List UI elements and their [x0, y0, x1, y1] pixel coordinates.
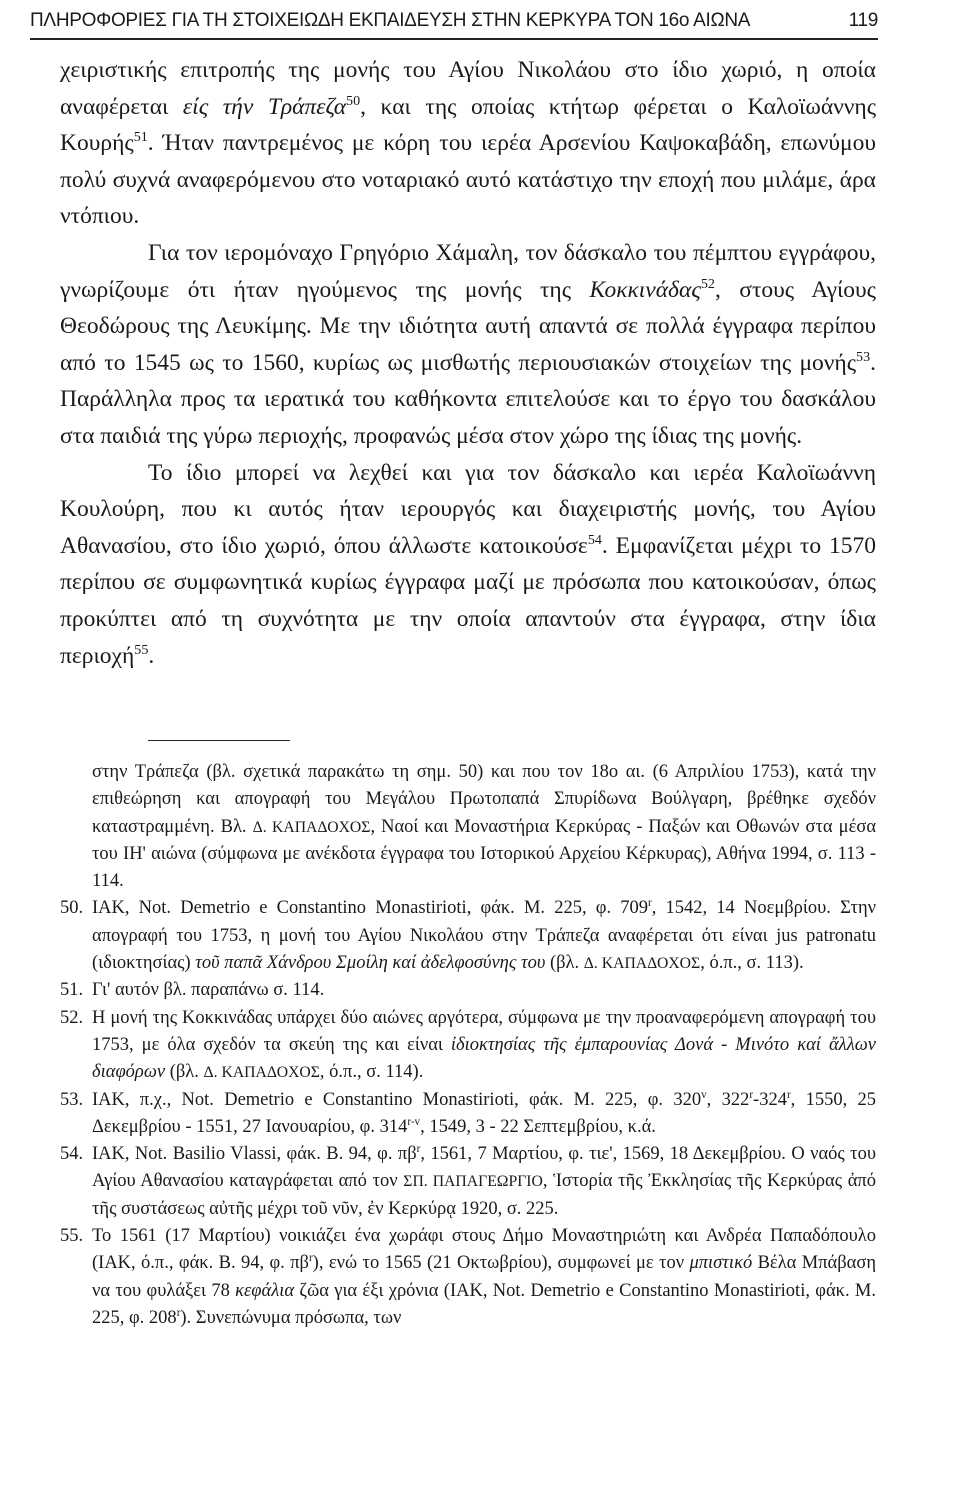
footnote-text [92, 1005, 876, 1087]
text-run: ΙΑΚ, Not. Demetrio e Constantino Monastirioti, φάκ. Μ. 225, φ. 709 [92, 898, 648, 919]
author-name: Δ. ΚΑΠΑΔΟΧΟΣ [583, 955, 701, 973]
main-text [60, 52, 876, 674]
footnote-50 [60, 895, 876, 977]
footnote-52 [60, 1005, 876, 1087]
italic-run: τοῦ παπᾶ Χάνδρου Σμοίλη καί ἀδελφοσύνης του [195, 953, 546, 974]
footnote-number: 53. [60, 1089, 84, 1110]
text-run: (βλ. [545, 953, 584, 974]
text-run: , Ἱστορία τῆς Ἐκκλησίας τῆς Κερκύρας ἀπό τῆς συστάσεως αὐτῆς μέχρι τοῦ νῦν, ἐν Κερκύρᾳ 1920, σ. 225. [92, 1171, 877, 1219]
italic-run: ἰδιοκτησίας τῆς ἐμπαρουνίας Δονά - Μινότο καί ἄλλων διαφόρων [92, 1034, 876, 1083]
author-name: ΣΠ. ΠΑΠΑΓΕΩΡΓΙΟ [403, 1173, 543, 1191]
footnote-number: 54. [60, 1144, 84, 1165]
footnote-51 [60, 977, 876, 1004]
text-run: , ό.π., σ. 114). [319, 1062, 424, 1083]
footnote-54 [60, 1141, 876, 1223]
superscript: r [648, 897, 652, 910]
footnote-number: 55. [60, 1226, 84, 1247]
text-run: , 1561, 7 Μαρτίου, φ. τιε', 1569, 18 Δεκεμβρίου. Ο ναός του Αγίου Αθανασίου καταγράφεται από τον [92, 1144, 876, 1192]
text-run: (βλ. [165, 1062, 204, 1083]
text-run: . Παράλληλα προς τα ιερατικά του καθήκοντα επιτελούσε και το έργο του δασκάλου στα παιδιά της γύρω περιοχής, προφανώς μέσα στον χώρο της ίδιας της μονής. [60, 349, 876, 449]
footnote-ref-53[interactable]: 53 [856, 348, 871, 365]
text-run: Για τον ιερομόναχο Γρηγόριο Χάμαλη, τον δάσκαλο του πέμπτου εγγράφου, γνωρίζουμε ότι ήταν ηγούμενος της μονής της [60, 239, 876, 303]
footnote-number: 52. [60, 1007, 84, 1028]
text-run: , Ναοί και Μοναστήρια Κερκύρας - Παξών και Οθωνών στα μέσα του ΙΗ' αιώνα (σύμφωνα με ανέκδοτα έγγραφα του Ιστορικού Αρχείου Κέρκυρας), Αθήνα 1994, σ. 113 - 114. [92, 816, 877, 892]
footnote-text [92, 1087, 876, 1142]
text-run: ). Συνεπώνυμα πρόσωπα, των [180, 1307, 402, 1328]
footnotes [60, 759, 876, 1332]
text-run: Η μονή της Κοκκινάδας υπάρχει δύο αιώνες αργότερα, σύμφωνα με την προαναφερόμενη απογραφή του 1753, με όλα σχεδόν τα σκεύη της και είναι [92, 1007, 876, 1055]
superscript: r [749, 1088, 754, 1101]
text-run: , 1549, 3 - 22 Σεπτεμβρίου, κ.ά. [420, 1116, 656, 1137]
footnote-text [92, 1141, 876, 1223]
author-name: Δ. ΚΑΠΑΔΟΧΟΣ [203, 1064, 320, 1082]
text-run: Το 1561 (17 Μαρτίου) νοικιάζει ένα χωράφι στους Δήμο Μοναστηριώτη και Ανδρέα Παπαδόπουλο (ΙΑΚ, ό.π., φάκ. Β. 94, φ. πβ [92, 1226, 876, 1274]
footnote-ref-54[interactable]: 54 [587, 531, 602, 548]
footnote-number: 50. [60, 898, 84, 919]
text-run: , 1542, 14 Νοεμβρίου. Στην απογραφή του 1753, η μονή του Αγίου Νικολάου στην Τράπεζα αναφέρεται ότι είναι jus patronatu (ιδιοκτησίας) [92, 898, 876, 974]
footnote-text [92, 895, 876, 977]
superscript: r [176, 1306, 181, 1319]
text-run: Βέλα Μπάβαση να του φυλάξει 78 [92, 1253, 876, 1301]
text-run: Το ίδιο μπορεί να λεχθεί και για τον δάσκαλο και ιερέα Καλοϊωάννη Κουλούρη, που κι αυτός ήταν ιερουργός και διαχειριστής μονής, του Αγίου Αθανασίου, στο ίδιο χωριό, όπου άλλωστε κατοικούσε [60, 459, 876, 559]
footnote-ref-50[interactable]: 50 [346, 92, 361, 109]
superscript: r [416, 1143, 421, 1155]
header-rule [30, 38, 878, 40]
text-run: , ό.π., σ. 113). [700, 953, 804, 974]
text-run: , 1550, 25 Δεκεμβρίου - 1551, 27 Ιανουαρίου, φ. 314 [92, 1089, 877, 1137]
text-run: , 322 [706, 1089, 750, 1110]
italic-run: μπιστικό [689, 1253, 753, 1274]
footnote-number: 51. [60, 980, 84, 1001]
italic-run: κεφάλια [235, 1280, 295, 1301]
footnote-55 [60, 1223, 876, 1332]
footnote-text: Γι' αυτόν βλ. παραπάνω σ. 114. [92, 980, 325, 1001]
text-run: , και της οποίας κτήτωρ φέρεται ο Καλοϊωάννης Κουρής [60, 93, 877, 157]
text-run: . Εμφανίζεται μέχρι το 1570 περίπου σε συμφωνητικά κυρίως έγγραφα μαζί με πρόσωπα που κατοικούσαν, όπως προκύπτει από τη συχνότητα με την οποία απαντούν στα έγγραφα, στην ίδια περιοχή [60, 532, 876, 669]
superscript: r [786, 1088, 791, 1101]
italic-run: Κοκκινάδας [589, 276, 701, 303]
running-header [30, 4, 878, 32]
paragraph-3 [60, 455, 876, 675]
text-run: -324 [753, 1089, 787, 1110]
text-run: . Ήταν παντρεμένος με κόρη του ιερέα Αρσενίου Καψοκαβάδη, επωνύμου πολύ συχνά αναφερόμενου στο νοταριακό αυτό κατάστιχο την εποχή που μιλάμε, άρα ντόπιου. [60, 130, 876, 230]
footnote-ref-55[interactable]: 55 [134, 641, 149, 658]
text-run: ζῶα για έξι χρόνια (ΙΑΚ, Not. Demetrio e Constantino Monastirioti, φάκ. Μ. 225, φ. 208 [92, 1280, 876, 1328]
text-run: ΙΑΚ, π.χ., Not. Demetrio e Constantino Monastirioti, φάκ. Μ. 225, φ. 320 [92, 1089, 702, 1110]
footnote-continued [60, 759, 876, 895]
text-run: χειριστικής επιτροπής της μονής του Αγίου Νικολάου στο ίδιο χωριό, η οποία αναφέρεται [60, 57, 876, 120]
footnote-text [92, 1223, 876, 1332]
superscript: r-v [407, 1115, 421, 1128]
page-number: 119 [848, 10, 878, 31]
italic-run: είς τήν Τράπεζα [182, 93, 347, 120]
footnote-53 [60, 1087, 876, 1142]
text-run: , στους Αγίους Θεοδώρους της Λευκίμης. Με την ιδιότητα αυτή απαντά σε πολλά έγγραφα περίπου από το 1545 ως το 1560, κυρίως ως μισθωτής περιουσιακών στοιχείων της μονής [60, 276, 876, 376]
text-run: ΙΑΚ, Not. Basilio Vlassi, φάκ. Β. 94, φ. πβ [92, 1144, 417, 1165]
text-run: . [148, 642, 155, 669]
superscript: v [701, 1088, 707, 1101]
author-name: Δ. ΚΑΠΑΔΟΧΟΣ [252, 818, 371, 836]
superscript: r [308, 1252, 313, 1265]
paragraph-2 [60, 235, 876, 455]
footnote-ref-52[interactable]: 52 [700, 275, 715, 292]
running-title: ΠΛΗΡΟΦΟΡΙΕΣ ΓΙΑ ΤΗ ΣΤΟΙΧΕΙΩΔΗ ΕΚΠΑΙΔΕΥΣΗ ΣΤΗΝ ΚΕΡΚΥΡΑ ΤΟΝ 16ο ΑΙΩΝΑ [30, 10, 751, 31]
text-run: στην Τράπεζα (βλ. σχετικά παρακάτω τη σημ. 50) και που τον 18ο αι. (6 Απριλίου 1753), κατά την επιθεώρηση και απογραφή του Μεγάλου Πρωτοπαπά Σπυρίδωνα Βούλγαρη, βρέθηκε σχεδόν καταστραμμένη. Βλ. [92, 762, 876, 837]
text-run: ), ενώ το 1565 (21 Οκτωβρίου), συμφωνεί με τον [312, 1253, 690, 1274]
footnote-separator [148, 740, 290, 741]
footnote-ref-51[interactable]: 51 [133, 129, 148, 146]
paragraph-1 [60, 52, 876, 235]
